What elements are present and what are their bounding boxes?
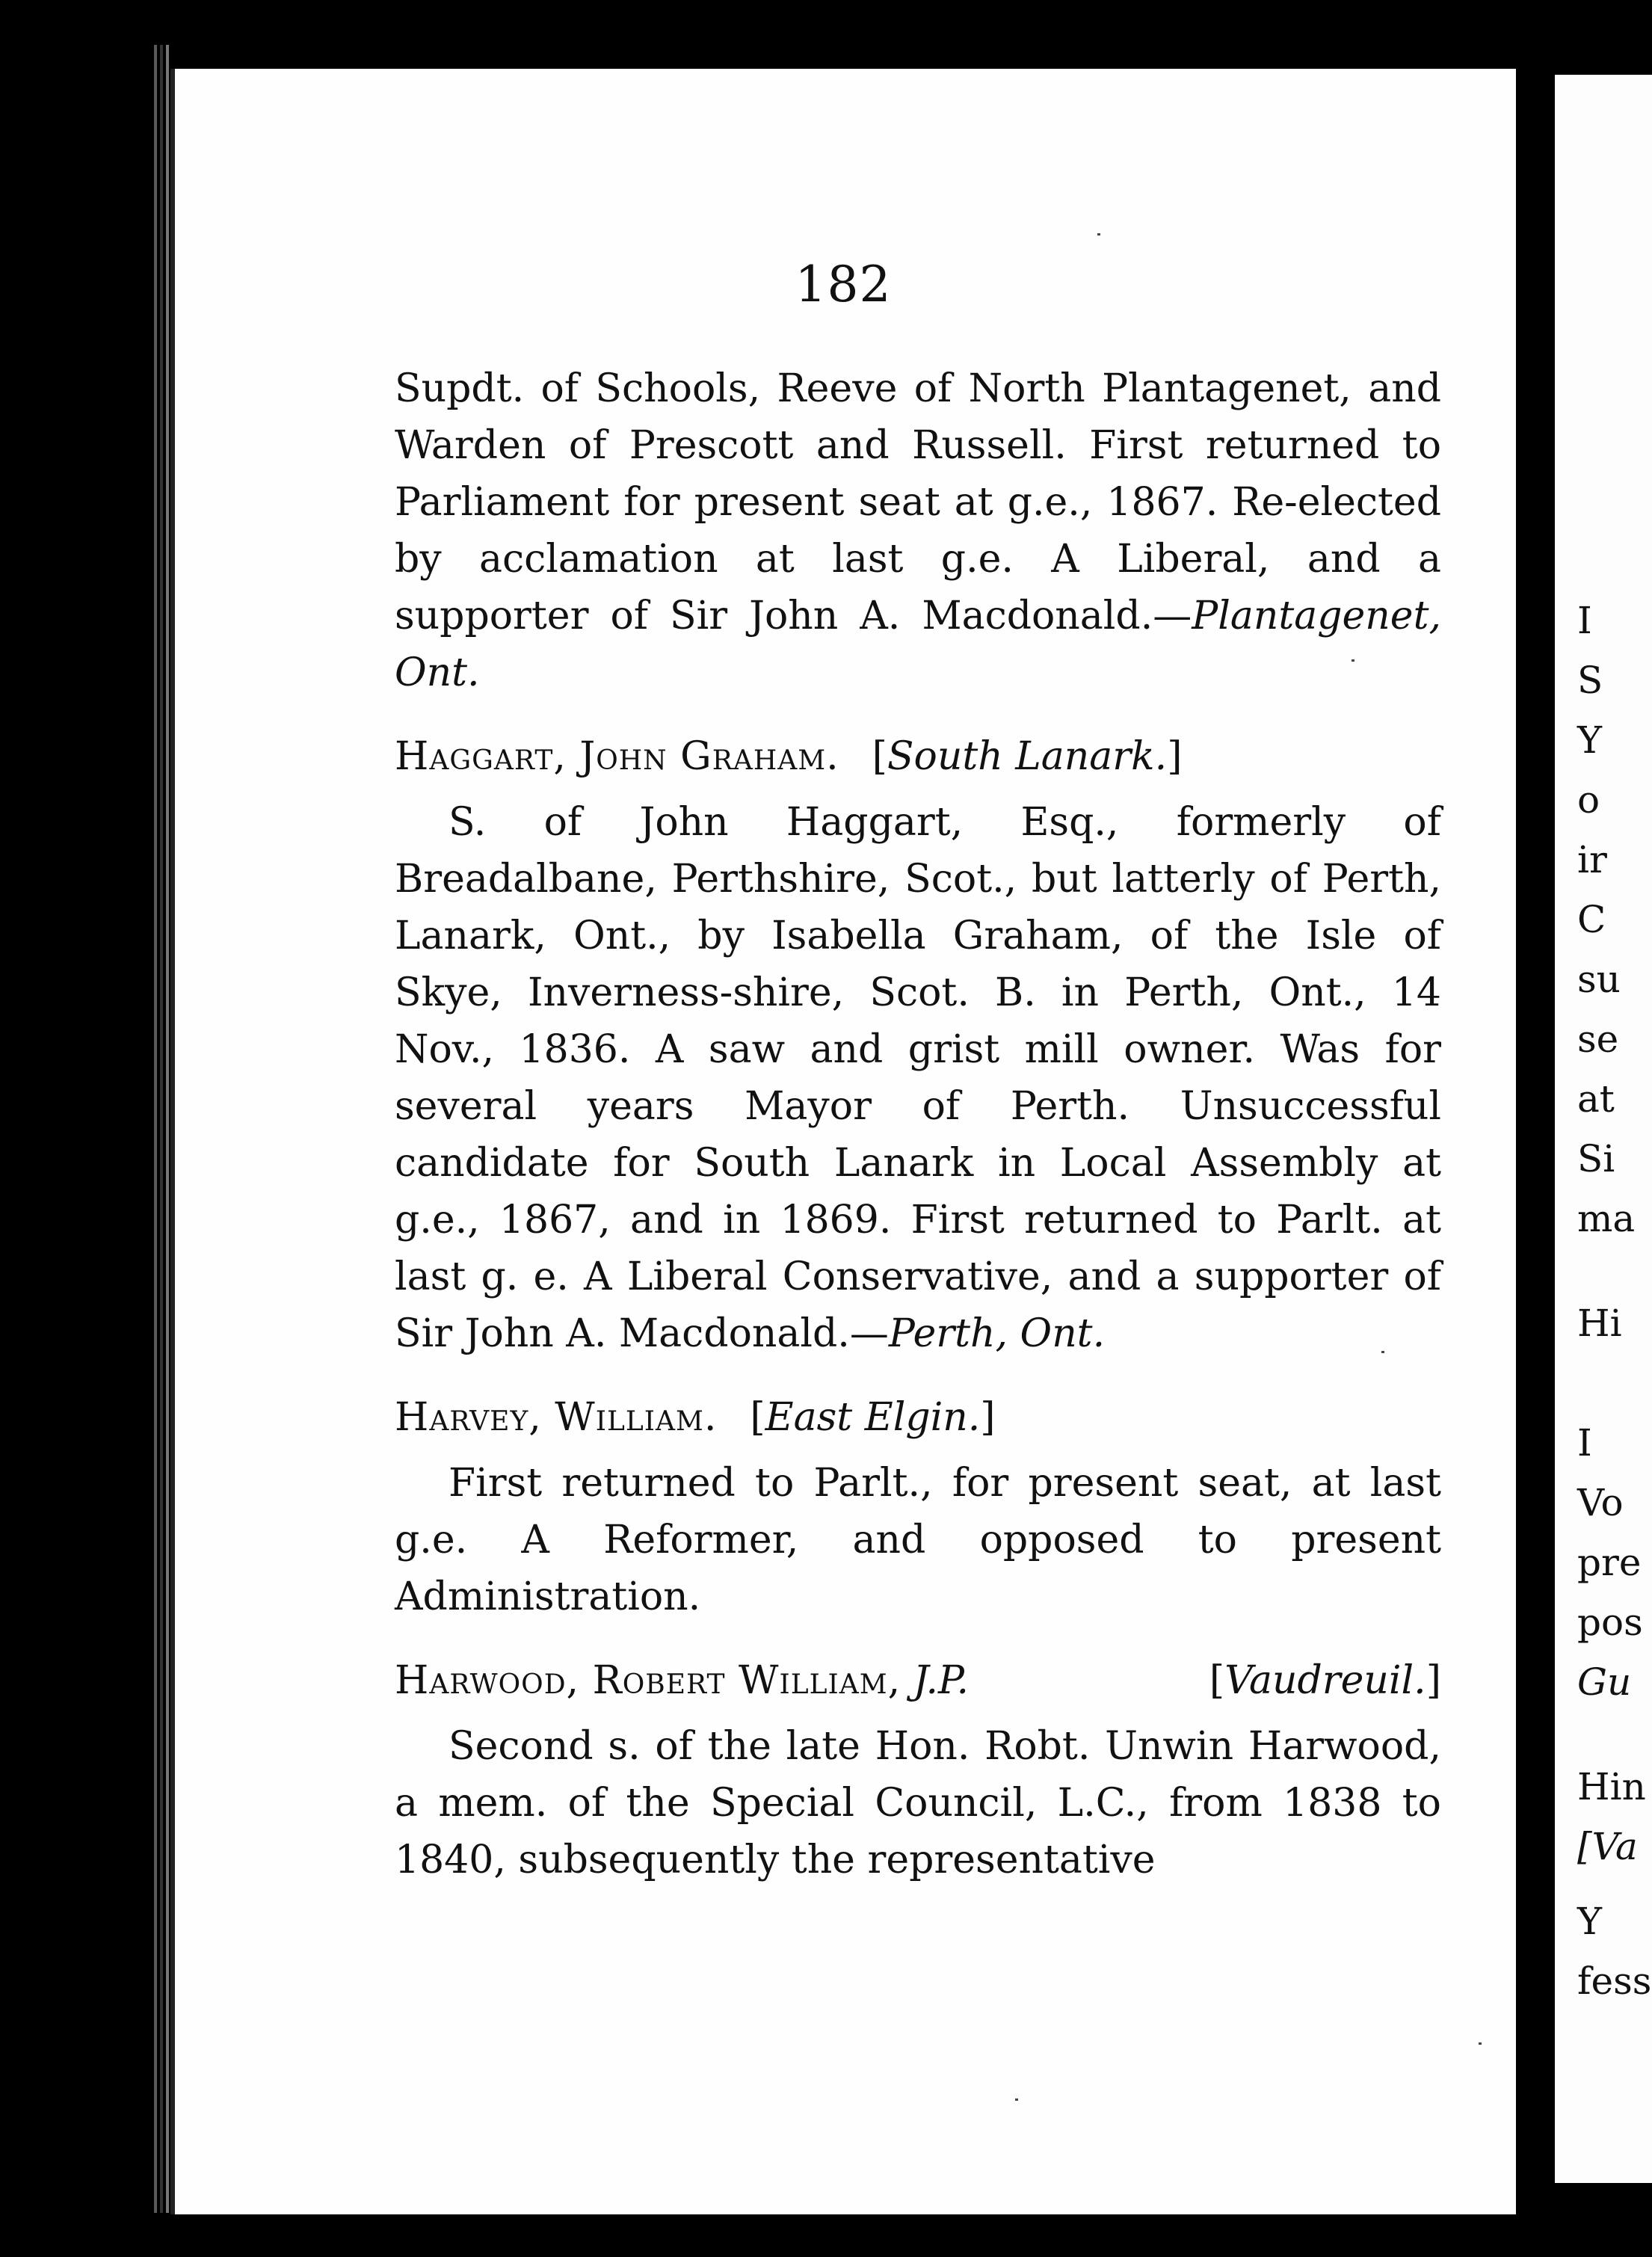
member-name: Harvey, William.	[395, 1395, 718, 1440]
scan-speck	[1381, 1351, 1384, 1353]
page-number: 182	[795, 256, 892, 313]
scan-speck	[1015, 2099, 1018, 2101]
adjacent-page-fragment: pos	[1577, 1601, 1643, 1644]
adjacent-page-fragment: pre	[1577, 1541, 1642, 1584]
entry-text: Supdt. of Schools, Reeve of North Plantagenet, and Warden of Prescott and Russell. First returned to Parliament for present seat at g.e., 1867. Re-elected by acclamation at last g.e. A Liberal, and a supporter of Sir John A. Macdonald.—	[395, 366, 1441, 638]
entry-place: Plantagenet, Ont.	[395, 594, 1441, 695]
binding-streak	[154, 45, 157, 2213]
adjacent-page-fragment: se	[1577, 1017, 1619, 1061]
adjacent-page-fragment: C	[1577, 898, 1606, 941]
scan-speck	[1479, 2042, 1482, 2045]
adjacent-page-fragment: Hi	[1577, 1302, 1622, 1345]
adjacent-page-fragment: Vo	[1577, 1481, 1624, 1524]
adjacent-page-fragment: I	[1577, 1421, 1592, 1465]
entry-text: First returned to Parlt., for present seat, at last g.e. A Reformer, and opposed to present Administration.	[395, 1461, 1441, 1619]
adjacent-page-fragment: S	[1577, 659, 1603, 702]
book-page	[170, 69, 1516, 2214]
member-name: Haggart, John Graham.	[395, 734, 839, 779]
entry-text: S. of John Haggart, Esq., formerly of Breadalbane, Perthshire, Scot., but latterly of Perth, Lanark, Ont., by Isabella Graham, of the Isle of Skye, Inverness-shire, Scot. B. in Perth, Ont., 14 Nov., 1836. A saw and grist mill owner. Was for several years Mayor of Perth. Unsuccessful candidate for South Lanark in Local Assembly at g.e., 1867, and in 1869. First returned to Parlt. at last g. e. A Liberal Conservative, and a supporter of Sir John A. Macdonald.—	[395, 800, 1441, 1356]
constituency: South Lanark.	[887, 734, 1168, 779]
adjacent-page-fragment: at	[1577, 1077, 1615, 1121]
adjacent-page-fragment: Hin	[1577, 1765, 1646, 1808]
scan-speck	[1352, 659, 1354, 662]
entry-heading: Haggart, John Graham. [South Lanark.]	[395, 734, 1183, 779]
binding-streak	[166, 45, 169, 2213]
adjacent-page-fragment: I	[1577, 599, 1592, 642]
entry-place: Perth, Ont.	[888, 1311, 1106, 1356]
adjacent-page-fragment: Y	[1577, 1900, 1603, 1943]
adjacent-page-fragment: Si	[1577, 1137, 1615, 1180]
entry-heading: Harwood, Robert William, J.P. [Vaudreuil.]	[395, 1658, 1441, 1703]
constituency: Vaudreuil.	[1224, 1658, 1426, 1703]
member-title: J.P.	[913, 1658, 969, 1703]
entry-body	[395, 794, 1441, 1362]
adjacent-page-fragment: ir	[1577, 838, 1607, 881]
adjacent-page-fragment: o	[1577, 778, 1600, 822]
adjacent-page-fragment: Gu	[1577, 1660, 1632, 1704]
member-name: Harwood, Robert William,	[395, 1658, 901, 1703]
entry-body	[395, 1455, 1441, 1625]
entry-text: Second s. of the late Hon. Robt. Unwin Harwood, a mem. of the Special Council, L.C., from 1838 to 1840, subsequently the representative	[395, 1724, 1441, 1882]
binding-streak	[160, 45, 163, 2213]
adjacent-page-fragment: fess	[1577, 1959, 1652, 2003]
scan-speck	[1097, 233, 1100, 235]
book-binding-edge	[0, 0, 173, 2257]
adjacent-page-fragment: Y	[1577, 718, 1603, 762]
constituency: East Elgin.	[765, 1395, 981, 1440]
adjacent-page-fragment: su	[1577, 958, 1621, 1001]
adjacent-page-fragment: [Va	[1577, 1825, 1638, 1868]
entry-continuation	[395, 360, 1441, 701]
entry-body	[395, 1718, 1441, 1888]
adjacent-page-edge	[1555, 75, 1652, 2183]
adjacent-page-fragment: ma	[1577, 1197, 1636, 1240]
entry-heading: Harvey, William. [East Elgin.]	[395, 1395, 996, 1440]
page-content	[395, 360, 1441, 1888]
